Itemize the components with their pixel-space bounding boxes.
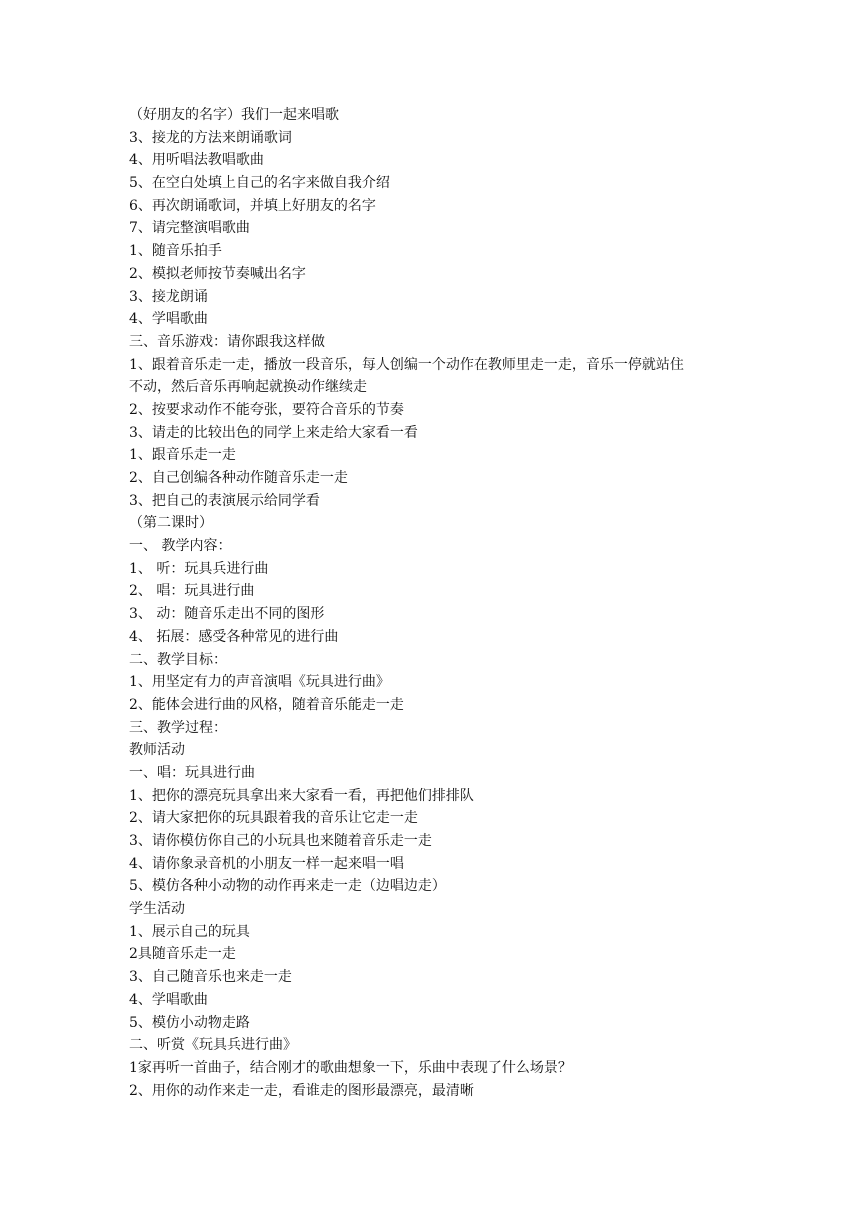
- text-line: 不动，然后音乐再响起就换动作继续走: [129, 379, 367, 396]
- text-line: 3、请你模仿你自己的小玩具也来随着音乐走一走: [129, 833, 432, 849]
- text-line: 2、请大家把你的玩具跟着我的音乐让它走一走: [129, 810, 418, 827]
- text-line: 5、在空白处填上自己的名字来做自我介绍: [129, 175, 390, 192]
- text-line: 1、随音乐拍手: [129, 243, 222, 260]
- text-line: 2、按要求动作不能夸张，要符合音乐的节奏: [129, 401, 404, 418]
- text-line: 2、 唱：玩具进行曲: [129, 583, 255, 600]
- text-line: 1、展示自己的玩具: [129, 923, 250, 940]
- section-heading: 教师活动: [129, 742, 185, 759]
- text-line: 1、跟着音乐走一走，播放一段音乐，每人创编一个动作在教师里走一走，音乐一停就站住: [129, 356, 684, 373]
- text-line: 2、模拟老师按节奏喊出名字: [129, 265, 306, 282]
- document-body: [129, 104, 749, 1102]
- text-line: 1、 听：玩具兵进行曲: [129, 560, 269, 577]
- text-line: （好朋友的名字）我们一起来唱歌: [129, 107, 339, 123]
- section-heading: 二、教学目标：: [129, 651, 227, 668]
- text-line: 3、把自己的表演展示给同学看: [129, 492, 320, 509]
- section-heading: 一、唱：玩具进行曲: [129, 764, 255, 781]
- section-heading: 三、教学过程：: [129, 719, 227, 736]
- text-line: 4、学唱歌曲: [129, 311, 208, 328]
- text-line: 5、模仿小动物走路: [129, 1014, 250, 1031]
- text-line: 5、模仿各种小动物的动作再来走一走（边唱边走）: [129, 878, 446, 895]
- text-line: 4、 拓展：感受各种常见的进行曲: [129, 628, 339, 645]
- section-heading: （第二课时）: [129, 515, 213, 532]
- text-line: 4、用听唱法教唱歌曲: [129, 152, 264, 169]
- text-line: 2具随音乐走一走: [129, 946, 236, 963]
- text-line: 2、能体会进行曲的风格，随着音乐能走一走: [129, 696, 404, 713]
- text-line: 4、学唱歌曲: [129, 991, 208, 1008]
- text-line: 1、把你的漂亮玩具拿出来大家看一看，再把他们排排队: [129, 787, 474, 804]
- section-heading: 一、 教学内容：: [129, 538, 232, 555]
- text-line: 2、自己创编各种动作随音乐走一走: [129, 470, 348, 486]
- text-line: 1家再听一首曲子，结合刚才的歌曲想象一下，乐曲中表现了什么场景？: [129, 1059, 572, 1076]
- text-line: 3、自己随音乐也来走一走: [129, 969, 292, 986]
- text-line: 1、跟音乐走一走: [129, 447, 236, 464]
- text-line: 1、用坚定有力的声音演唱《玩具进行曲》: [129, 674, 390, 691]
- section-heading: 学生活动: [129, 901, 185, 918]
- text-line: 7、请完整演唱歌曲: [129, 220, 250, 237]
- text-line: 3、接龙的方法来朗诵歌词: [129, 129, 292, 146]
- text-line: 3、接龙朗诵: [129, 288, 208, 305]
- text-line: 3、 动：随音乐走出不同的图形: [129, 606, 325, 623]
- text-line: 4、请你象录音机的小朋友一样一起来唱一唱: [129, 855, 404, 872]
- text-line: 3、请走的比较出色的同学上来走给大家看一看: [129, 424, 418, 441]
- text-line: 2、用你的动作来走一走，看谁走的图形最漂亮，最清晰: [129, 1082, 474, 1099]
- section-heading: 二、听赏《玩具兵进行曲》: [129, 1037, 297, 1054]
- section-heading: 三、音乐游戏：请你跟我这样做: [129, 333, 325, 350]
- text-line: 6、再次朗诵歌词，并填上好朋友的名字: [129, 197, 376, 214]
